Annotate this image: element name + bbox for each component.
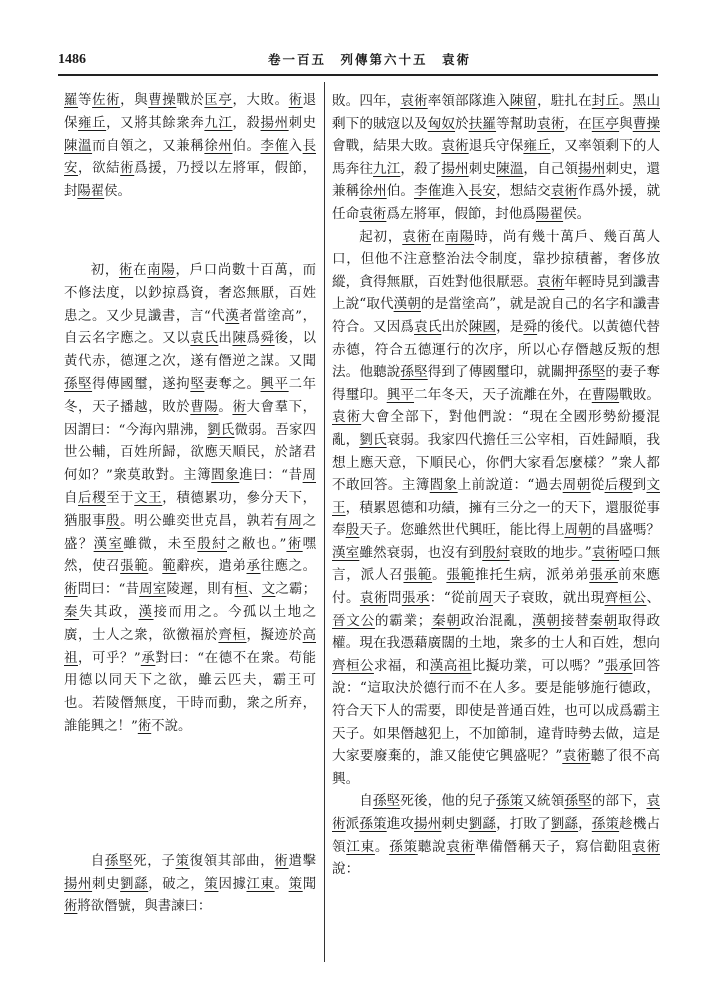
text-run: 會戰，結果大敗。: [332, 138, 442, 155]
text-run: 侯。: [104, 184, 131, 200]
proper-name: 后稷: [604, 477, 633, 494]
text-run: 後，以黃代赤，德運之次，遂有僭逆之謀。又聞: [64, 331, 316, 370]
text-run: 刺史: [288, 115, 316, 131]
header-rule: [58, 74, 658, 76]
proper-name: 南陽: [445, 228, 475, 245]
proper-name: 陳溫: [496, 160, 524, 177]
text-run: ，欲結: [78, 161, 121, 177]
text-run: ，在: [564, 115, 592, 132]
proper-name: 袁術: [591, 544, 620, 561]
paragraph-gap: [64, 739, 316, 851]
proper-name: 陽翟: [77, 184, 105, 200]
proper-name: 殷: [345, 522, 360, 539]
text-run: ，自己領: [523, 160, 579, 177]
proper-name: 劉繇: [468, 816, 497, 832]
proper-name: 孫堅: [400, 364, 428, 381]
text-run: 衰弱。我家四代擔任三公宰相，百姓歸順，我想上應天意，下順民心，你們大家看怎麼樣？”衆人都不敢回答。主簿: [332, 431, 660, 494]
text-run: ，: [578, 816, 592, 832]
proper-name: 興平: [260, 376, 289, 392]
text-run: 自: [90, 853, 105, 869]
proper-name: 揚州: [260, 115, 289, 131]
proper-name: 羅: [64, 93, 79, 108]
text-run: 聞: [302, 876, 316, 892]
text-run: 。: [274, 876, 289, 892]
text-run: 說：: [332, 861, 360, 878]
text-run: 刺史: [468, 160, 497, 177]
proper-name: 劉氏: [207, 422, 235, 438]
proper-name: 徐州: [204, 138, 233, 154]
text-run: 的後代。以黃德代替赤德，符合五德運行的次序，所以心存僭越反叛的想法。他聽說: [332, 318, 660, 381]
text-run: 死後，他的兒子: [400, 793, 496, 810]
proper-name: 孫堅: [372, 793, 401, 810]
text-run: 接而用之。今孤以土地之廣，士人之衆，欲徼福於: [64, 604, 316, 643]
text-run: 問: [387, 590, 402, 607]
proper-name: 舜: [523, 318, 538, 335]
text-run: ，想結交: [496, 183, 551, 200]
proper-name: 孫堅: [564, 793, 592, 810]
proper-name: 曹陽: [591, 386, 620, 403]
proper-name: 殷紂: [482, 544, 510, 561]
proper-name: 閻象: [211, 468, 240, 484]
text-run: 。: [148, 559, 163, 575]
proper-name: 袁氏: [414, 318, 442, 335]
text-run: ，殺了: [400, 160, 442, 177]
text-run: 往應之。: [260, 559, 316, 575]
proper-name: 漢高祖: [429, 657, 472, 674]
proper-name: 雍丘: [78, 115, 107, 131]
text-run: 的霸業；: [374, 612, 432, 629]
text-run: 推托生病，派弟弟: [474, 567, 590, 584]
text-run: ，大敗。: [232, 93, 289, 108]
text-run: 進入: [441, 183, 469, 200]
text-run: 爲援，乃授以左將軍，假節，封: [64, 161, 316, 200]
proper-name: 袁氏: [190, 331, 219, 347]
text-run: 自: [64, 490, 79, 506]
proper-name: 殷: [106, 513, 121, 529]
page-number: 1486: [58, 52, 86, 67]
text-run: 進攻: [386, 816, 415, 832]
proper-name: 后稷: [78, 490, 107, 506]
proper-name: 張承: [604, 657, 633, 674]
text-run: 至于: [106, 490, 135, 506]
text-run: 天子。您雖然世代興旺，能比得上: [359, 522, 565, 539]
proper-name: 文王: [332, 477, 660, 516]
proper-name: 齊桓公: [332, 657, 374, 674]
text-run: ：“從前: [429, 590, 479, 607]
proper-name: 漢朝: [532, 612, 561, 629]
text-run: 政治混亂，: [460, 612, 533, 629]
text-run: 嘿然，使召: [64, 536, 316, 575]
text-run: 者當塗高”，自云名字應之。又以: [64, 308, 316, 347]
text-run: ，又率領剩下的人馬奔往: [332, 138, 660, 177]
translation-column: [332, 90, 660, 881]
text-run: 作爲外援，就任命: [332, 183, 660, 222]
text-run: ，又將其餘衆奔: [106, 115, 205, 131]
proper-name: 舜: [260, 331, 275, 347]
proper-name: 袁術: [441, 138, 469, 155]
proper-name: 齊桓: [218, 627, 247, 643]
proper-name: 雍丘: [523, 138, 551, 155]
proper-name: 封丘: [591, 93, 620, 109]
text-run: 等: [78, 93, 93, 108]
proper-name: 孫堅: [64, 376, 93, 392]
proper-name: 劉繇: [120, 876, 149, 892]
proper-name: 孫策: [495, 793, 524, 810]
proper-name: 劉繇: [550, 816, 579, 832]
proper-name: 曹操: [148, 93, 177, 108]
proper-name: 殷紂: [197, 536, 227, 552]
proper-name: 秦朝: [431, 612, 461, 629]
proper-name: 袁術: [632, 838, 660, 855]
text-run: 年輕時見到讖書上說“取代: [332, 273, 660, 313]
text-run: 刺史: [441, 816, 469, 832]
text-run: 問曰：“昔: [77, 582, 140, 598]
proper-name: 李傕: [260, 138, 289, 154]
text-run: 聽說: [417, 838, 447, 855]
text-run: 敗。四年，: [332, 93, 401, 109]
text-run: 二年冬天，天子流離在外，在: [414, 386, 592, 403]
text-run: ，積累恩德和功績，擁有三分之一的天下，還服從事奉: [332, 499, 660, 539]
proper-name: 陳國: [468, 318, 497, 335]
proper-name: 袁術: [332, 793, 660, 832]
proper-name: 周朝: [562, 477, 591, 494]
text-run: 大會羣下，因謂曰：“今海內鼎沸，: [64, 399, 316, 438]
proper-name: 陳留: [509, 93, 538, 109]
text-run: 率領部隊進入: [427, 93, 510, 109]
text-run: 。: [619, 93, 633, 109]
proper-name: 術: [120, 161, 135, 177]
proper-name: 範: [162, 559, 177, 575]
text-run: 又統領: [523, 793, 565, 810]
translation-paragraph-2: [332, 226, 660, 791]
text-run: 在: [133, 262, 148, 278]
classical-paragraph-1: [64, 90, 316, 204]
text-run: 爲: [246, 331, 261, 347]
text-run: 衰敗的地步。”: [509, 544, 592, 561]
text-run: 進曰：“昔: [239, 468, 303, 484]
text-run: ，殺: [232, 115, 261, 131]
proper-name: 堅: [190, 376, 205, 392]
proper-name: 漢: [225, 308, 240, 324]
text-run: 的是當塗高”，就是說自己的名字和讖書符合。又因爲: [332, 296, 660, 335]
proper-name: 江東: [246, 876, 275, 892]
text-run: 出於: [441, 318, 469, 335]
proper-name: 張範: [403, 567, 433, 584]
text-run: 與: [619, 115, 633, 132]
proper-name: 周: [302, 468, 316, 484]
text-run: 伯。: [386, 183, 415, 200]
proper-name: 文: [261, 582, 276, 598]
proper-name: 江東: [346, 838, 375, 855]
proper-name: 文王: [134, 490, 163, 506]
proper-name: 桓: [234, 582, 249, 598]
text-run: 。: [374, 838, 390, 855]
text-run: ，可乎？”: [77, 650, 141, 666]
text-run: 刺史，還兼稱: [332, 160, 660, 200]
text-run: 戰敗。: [619, 386, 660, 403]
proper-name: 張範: [120, 559, 149, 575]
text-run: 的昌盛嗎？: [591, 522, 660, 539]
proper-name: 周: [478, 590, 493, 607]
proper-name: 術: [64, 899, 78, 915]
proper-name: 揚州: [578, 160, 606, 177]
text-run: ，破之，: [148, 876, 205, 892]
proper-name: 秦: [64, 604, 79, 620]
proper-name: 張承: [589, 567, 618, 584]
text-run: 之敝也。”: [227, 536, 287, 552]
proper-name: 長安: [468, 183, 497, 200]
text-run: 在: [431, 228, 446, 245]
proper-name: 袁術: [400, 93, 428, 109]
translation-paragraph-3: [332, 790, 660, 880]
proper-name: 揚州: [441, 160, 469, 177]
text-run: 上前說道：“過去: [457, 477, 563, 494]
text-run: 遣擊: [288, 853, 316, 869]
proper-name: 術: [137, 718, 152, 734]
text-run: 天子衰敗，就出現: [492, 590, 605, 607]
proper-name: 孫堅: [104, 853, 134, 869]
text-run: ，打敗了: [496, 816, 551, 832]
text-run: 侯。: [563, 205, 591, 222]
proper-name: 匈奴: [427, 115, 456, 132]
proper-name: 術: [64, 582, 78, 598]
text-run: 初，: [90, 262, 120, 278]
proper-name: 周室: [139, 582, 167, 598]
text-run: 戰於: [176, 93, 205, 108]
page-header: [58, 48, 658, 76]
text-run: 復領其部曲，: [189, 853, 275, 869]
proper-name: 術: [119, 262, 134, 278]
proper-name: 張承: [401, 590, 430, 607]
text-run: 大會全部下，對他們說：“現在全國形勢紛擾混亂，: [332, 409, 660, 448]
proper-name: 術: [232, 399, 247, 415]
text-run: 二年冬，天子播越，敗於: [64, 376, 316, 415]
proper-name: 周朝: [564, 522, 592, 539]
text-run: 派: [345, 816, 360, 832]
proper-name: 漢朝: [393, 296, 421, 313]
text-run: ，是: [496, 318, 524, 335]
text-run: 失其政，: [78, 604, 139, 620]
text-run: 接替: [560, 612, 590, 629]
text-run: 趁機占領: [332, 816, 660, 855]
text-run: 回答說：“這取決於德行而不在人多。要是能够施行德政，符合天下人的需要，即使是普通百姓，也可以成爲霸主天子。如果僭越犯上，不加節制，違背時勢去做，這是大家要廢棄的，誰又能使它興盛呢？”: [332, 657, 660, 765]
text-run: 伯。: [232, 138, 261, 154]
text-run: 聽了很不高興。: [332, 748, 660, 787]
proper-name: 漢室: [332, 544, 360, 561]
text-run: 陵遲，則有: [166, 582, 235, 598]
proper-name: 策: [204, 876, 219, 892]
text-run: 得傳國璽，遂拘: [92, 376, 191, 392]
proper-name: 扶羅: [468, 115, 497, 132]
proper-name: 劉氏: [359, 431, 387, 448]
text-run: 微弱。吾家四世公輔，百姓所歸，欲應天順民，於諸君何如？”衆莫敢對。主簿: [64, 422, 316, 484]
proper-name: 齊桓公: [604, 590, 647, 607]
text-run: 因據: [218, 876, 247, 892]
proper-name: 張範: [446, 567, 475, 584]
proper-name: 興平: [386, 386, 415, 403]
text-run: 退兵守保: [468, 138, 524, 155]
translation-paragraph-1: [332, 90, 660, 226]
text-run: 。: [432, 567, 447, 584]
proper-name: 閻象: [429, 477, 458, 494]
proper-name: 術: [286, 536, 303, 552]
text-run: 取得政權。現在我憑藉廣闊的土地，衆多的士人和百姓，想向: [332, 612, 660, 652]
text-run: 死，子: [133, 853, 176, 869]
proper-name: 長安: [64, 138, 316, 177]
proper-name: 孫策: [359, 816, 387, 832]
proper-name: 南陽: [147, 262, 176, 278]
proper-name: 匡亭: [591, 115, 620, 132]
proper-name: 晉文公: [332, 612, 375, 629]
text-run: 入: [288, 138, 303, 154]
proper-name: 術: [274, 853, 289, 869]
text-run: 雖然衰弱，也沒有到: [359, 544, 483, 561]
text-run: 得到了傳國璽印，就關押: [427, 364, 579, 381]
proper-name: 黑山: [632, 93, 660, 109]
text-run: 的部下，: [591, 793, 647, 810]
proper-name: 徐州: [359, 183, 387, 200]
text-run: ，與: [120, 93, 149, 108]
proper-name: 策: [175, 853, 190, 869]
proper-name: 高祖: [64, 627, 316, 666]
text-run: 從: [590, 477, 605, 494]
text-run: 剩下的賊寇以及: [332, 115, 428, 132]
proper-name: 承: [140, 650, 156, 666]
text-run: 雖微，未至: [123, 536, 198, 552]
text-run: 對曰：“在德不在衆。苟能用德以同天下之欲，雖云匹夫，霸王可也。若陵僭無度，干時而動，衆之所弃，誰能興之！”: [64, 650, 316, 734]
text-run: 而自領之，又兼稱: [92, 138, 205, 154]
proper-name: 孫堅: [578, 364, 606, 381]
proper-name: 陳溫: [64, 138, 93, 154]
proper-name: 有周: [274, 513, 303, 529]
text-run: 。: [218, 399, 233, 415]
proper-name: 術: [288, 93, 303, 108]
proper-name: 袁術: [332, 409, 362, 426]
proper-name: 袁術: [359, 205, 387, 222]
classical-paragraph-2: [64, 260, 316, 739]
proper-name: 漢室: [93, 536, 124, 552]
proper-name: 曹陽: [190, 399, 219, 415]
text-run: 爲左將軍，假節，封他爲: [386, 205, 536, 222]
proper-name: 袁術: [446, 838, 475, 855]
text-run: 將欲僭號，與書諫曰：: [77, 899, 212, 915]
text-run: 於: [455, 115, 469, 132]
proper-name: 陳: [232, 331, 247, 347]
text-run: 不說。: [151, 718, 192, 734]
proper-name: 曹操: [632, 115, 660, 132]
proper-name: 漢: [138, 604, 154, 620]
text-run: 之盛？: [64, 513, 316, 552]
proper-name: 袁術: [562, 748, 591, 765]
text-run: 的妻子奪得璽印。: [332, 364, 660, 403]
text-run: 準備僭稱天子，寫信勸阻: [474, 838, 633, 855]
text-run: ，戶口尚數十百萬，而不修法度，以鈔掠爲資，奢恣無厭，百姓患之。又少見讖書，言“代: [64, 262, 316, 324]
text-run: ，擬迹於: [246, 627, 303, 643]
text-run: 妻奪之。: [204, 376, 261, 392]
proper-name: 九江: [204, 115, 233, 131]
proper-name: 袁術: [359, 590, 388, 607]
text-run: 求福，和: [373, 657, 430, 674]
text-run: 等幫助: [496, 115, 538, 132]
text-run: 到: [632, 477, 647, 494]
text-run: 時，尚有幾十萬戶、幾百萬人口，但他不注意整治法令制度，靠抄掠積蓄，奢侈放縱，貪得無厭，百姓對他很厭惡。: [332, 228, 660, 290]
text-run: 之霸；: [275, 582, 316, 598]
column-divider: [324, 82, 325, 962]
proper-name: 佐術: [92, 93, 121, 108]
proper-name: 袁術: [537, 115, 565, 132]
text-run: 比擬功業，可以嗎？”: [471, 657, 605, 674]
classical-paragraph-3: [64, 851, 316, 919]
proper-name: 陽翟: [535, 205, 564, 222]
proper-name: 李傕: [414, 183, 442, 200]
text-run: 出: [218, 331, 233, 347]
text-run: 、: [646, 590, 660, 607]
text-run: 刺史: [92, 876, 121, 892]
text-run: ，積德累功，參分天下，猶服事: [64, 490, 316, 529]
classical-text-column: [64, 90, 316, 919]
text-run: ，駐扎在: [537, 93, 592, 109]
proper-name: 九江: [373, 160, 401, 177]
proper-name: 匡亭: [204, 93, 233, 108]
proper-name: 孫策: [389, 838, 418, 855]
proper-name: 揚州: [414, 816, 442, 832]
text-run: 、: [248, 582, 262, 598]
proper-name: 策: [288, 876, 303, 892]
text-run: 前來應付。: [332, 567, 660, 607]
proper-name: 承: [246, 559, 261, 575]
proper-name: 袁術: [550, 183, 579, 200]
text-run: 。明公雖奕世克昌，孰若: [120, 513, 275, 529]
proper-name: 袁術: [402, 228, 432, 245]
running-head: 卷一百五 列傳第六十五 袁術: [268, 52, 472, 67]
text-run: 辭疾，遣弟: [176, 559, 247, 575]
text-run: 啞口無言，派人召: [332, 544, 660, 584]
paragraph-gap: [64, 204, 316, 260]
proper-name: 揚州: [64, 876, 93, 892]
text-run: 退保: [64, 93, 316, 131]
proper-name: 孫策: [591, 816, 620, 832]
proper-name: 秦朝: [589, 612, 618, 629]
text-run: 自: [359, 793, 373, 810]
proper-name: 袁術: [537, 273, 565, 290]
text-run: 起初，: [359, 228, 403, 245]
